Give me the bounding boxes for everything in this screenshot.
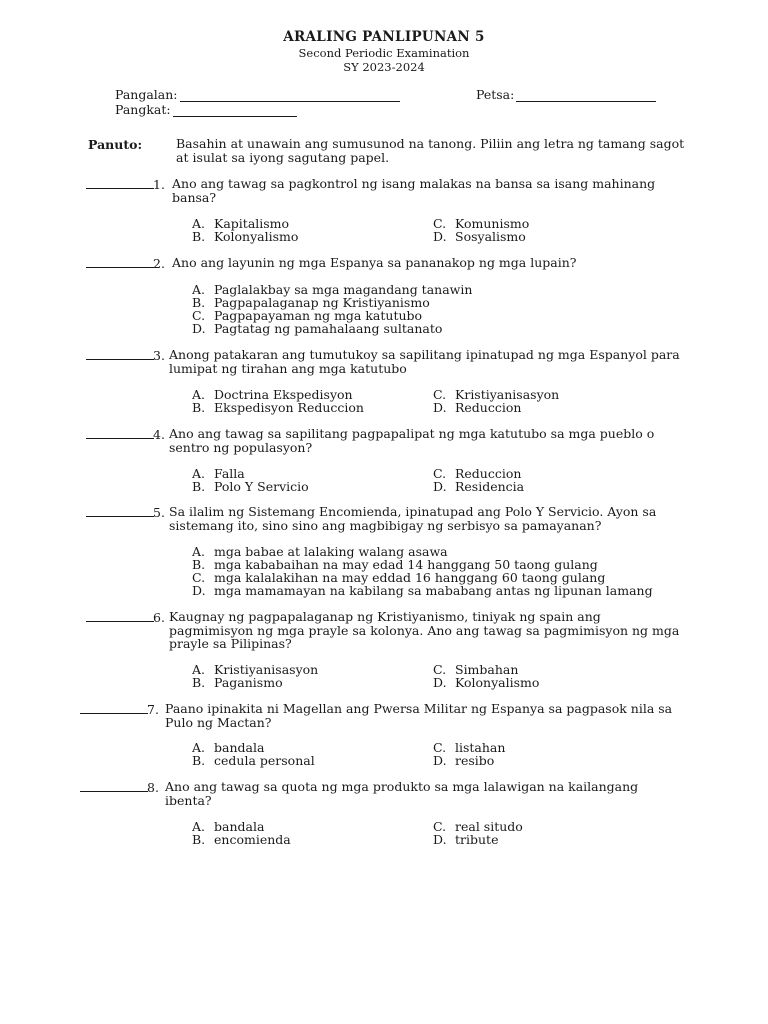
question-text: Kaugnay ng pagpapalaganap ng Kristiyanismo, tiniyak ng spain ang pagmimisyon ng mga prayle sa kolonya. Ano ang tawag sa pagmimisyon ng mga prayle sa Pilipinas? (169, 609, 680, 651)
exam-subtitle: Second Periodic Examination (298, 46, 470, 60)
question-text: Sa ilalim ng Sistemang Encomienda, ipinatupad ang Polo Y Servicio. Ayon sa sistemang ito, sino sino ang magbibigay ng serbisyo sa pamayanan? (169, 504, 657, 533)
answer-blank (86, 438, 154, 439)
question-text: Ano ang tawag sa sapilitang pagpapalipat ng mga katutubo sa mga pueblo o sentro ng populasyon? (169, 426, 655, 455)
option-a: A. mga babae at lalaking walang asawa (192, 544, 448, 559)
date-field (476, 87, 656, 102)
exam-title: ARALING PANLIPUNAN 5 (283, 29, 485, 45)
option-c: C. Kristiyanisasyon (433, 387, 560, 402)
answer-blank (80, 791, 148, 792)
question-number: 4. (153, 427, 165, 442)
option-c: C. Pagpapayaman ng mga katutubo (192, 308, 423, 323)
instructions-text: Basahin at unawain ang sumusunod na tanong. Piliin ang letra ng tamang sagot at isulat sa iyong sagutang papel. (176, 136, 685, 165)
option-d: D. Residencia (433, 479, 525, 494)
name-field (115, 87, 400, 102)
option-c: C. Komunismo (433, 216, 530, 231)
option-b: B. Ekspedisyon Reduccion (192, 400, 364, 415)
date-label: Petsa: (476, 87, 515, 102)
option-a: A. Kristiyanisasyon (192, 662, 319, 677)
option-a: A. Paglalakbay sa mga magandang tanawin (192, 282, 473, 297)
option-c: C. Reduccion (433, 466, 522, 481)
question-number: 6. (153, 610, 165, 625)
option-c: C. listahan (433, 740, 506, 755)
name-line (180, 89, 400, 102)
group-field (115, 102, 297, 117)
question-text: Ano ang layunin ng mga Espanya sa pananakop ng mga lupain? (172, 255, 577, 270)
school-year: SY 2023-2024 (343, 60, 425, 74)
question-number: 1. (153, 177, 165, 192)
option-b: B. encomienda (192, 832, 291, 847)
answer-blank (86, 359, 154, 360)
option-b: B. Pagpapalaganap ng Kristiyanismo (192, 295, 430, 310)
date-line (516, 89, 656, 102)
name-label: Pangalan: (115, 87, 178, 102)
option-a: A. Kapitalismo (192, 216, 290, 231)
option-b: B. mga kababaihan na may edad 14 hanggang 50 taong gulang (192, 557, 598, 572)
answer-blank (86, 267, 154, 268)
option-a: A. Falla (192, 466, 245, 481)
option-b: B. cedula personal (192, 753, 315, 768)
option-a: A. Doctrina Ekspedisyon (192, 387, 353, 402)
question-number: 7. (147, 702, 159, 717)
question-text: Paano ipinakita ni Magellan ang Pwersa Militar ng Espanya sa pagpasok nila sa Pulo ng Mactan? (165, 701, 673, 730)
option-c: C. mga kalalakihan na may eddad 16 hanggang 60 taong gulang (192, 570, 606, 585)
option-b: B. Paganismo (192, 675, 283, 690)
group-label: Pangkat: (115, 102, 171, 117)
question-number: 8. (147, 780, 159, 795)
instructions-label: Panuto: (88, 137, 143, 152)
option-a: A. bandala (192, 740, 265, 755)
option-d: D. Kolonyalismo (433, 675, 540, 690)
answer-blank (86, 516, 154, 517)
option-c: C. real situdo (433, 819, 523, 834)
option-d: D. tribute (433, 832, 499, 847)
option-d: D. resibo (433, 753, 495, 768)
answer-blank (86, 621, 154, 622)
option-a: A. bandala (192, 819, 265, 834)
answer-blank (80, 713, 148, 714)
question-number: 2. (153, 256, 165, 271)
option-d: D. Sosyalismo (433, 229, 526, 244)
option-c: C. Simbahan (433, 662, 519, 677)
question-number: 5. (153, 505, 165, 520)
question-text: Ano ang tawag sa quota ng mga produkto sa mga lalawigan na kailangang ibenta? (165, 779, 639, 808)
question-number: 3. (153, 348, 165, 363)
option-d: D. Pagtatag ng pamahalaang sultanato (192, 321, 443, 336)
option-b: B. Kolonyalismo (192, 229, 299, 244)
option-d: D. mga mamamayan na kabilang sa mababang antas ng lipunan lamang (192, 583, 653, 598)
group-line (173, 104, 297, 117)
question-text: Ano ang tawag sa pagkontrol ng isang malakas na bansa sa isang mahinang bansa? (172, 176, 656, 205)
question-text: Anong patakaran ang tumutukoy sa sapilitang ipinatupad ng mga Espanyol para lumipat ng tirahan ang mga katutubo (169, 347, 680, 376)
option-d: D. Reduccion (433, 400, 522, 415)
option-b: B. Polo Y Servicio (192, 479, 309, 494)
answer-blank (86, 188, 154, 189)
